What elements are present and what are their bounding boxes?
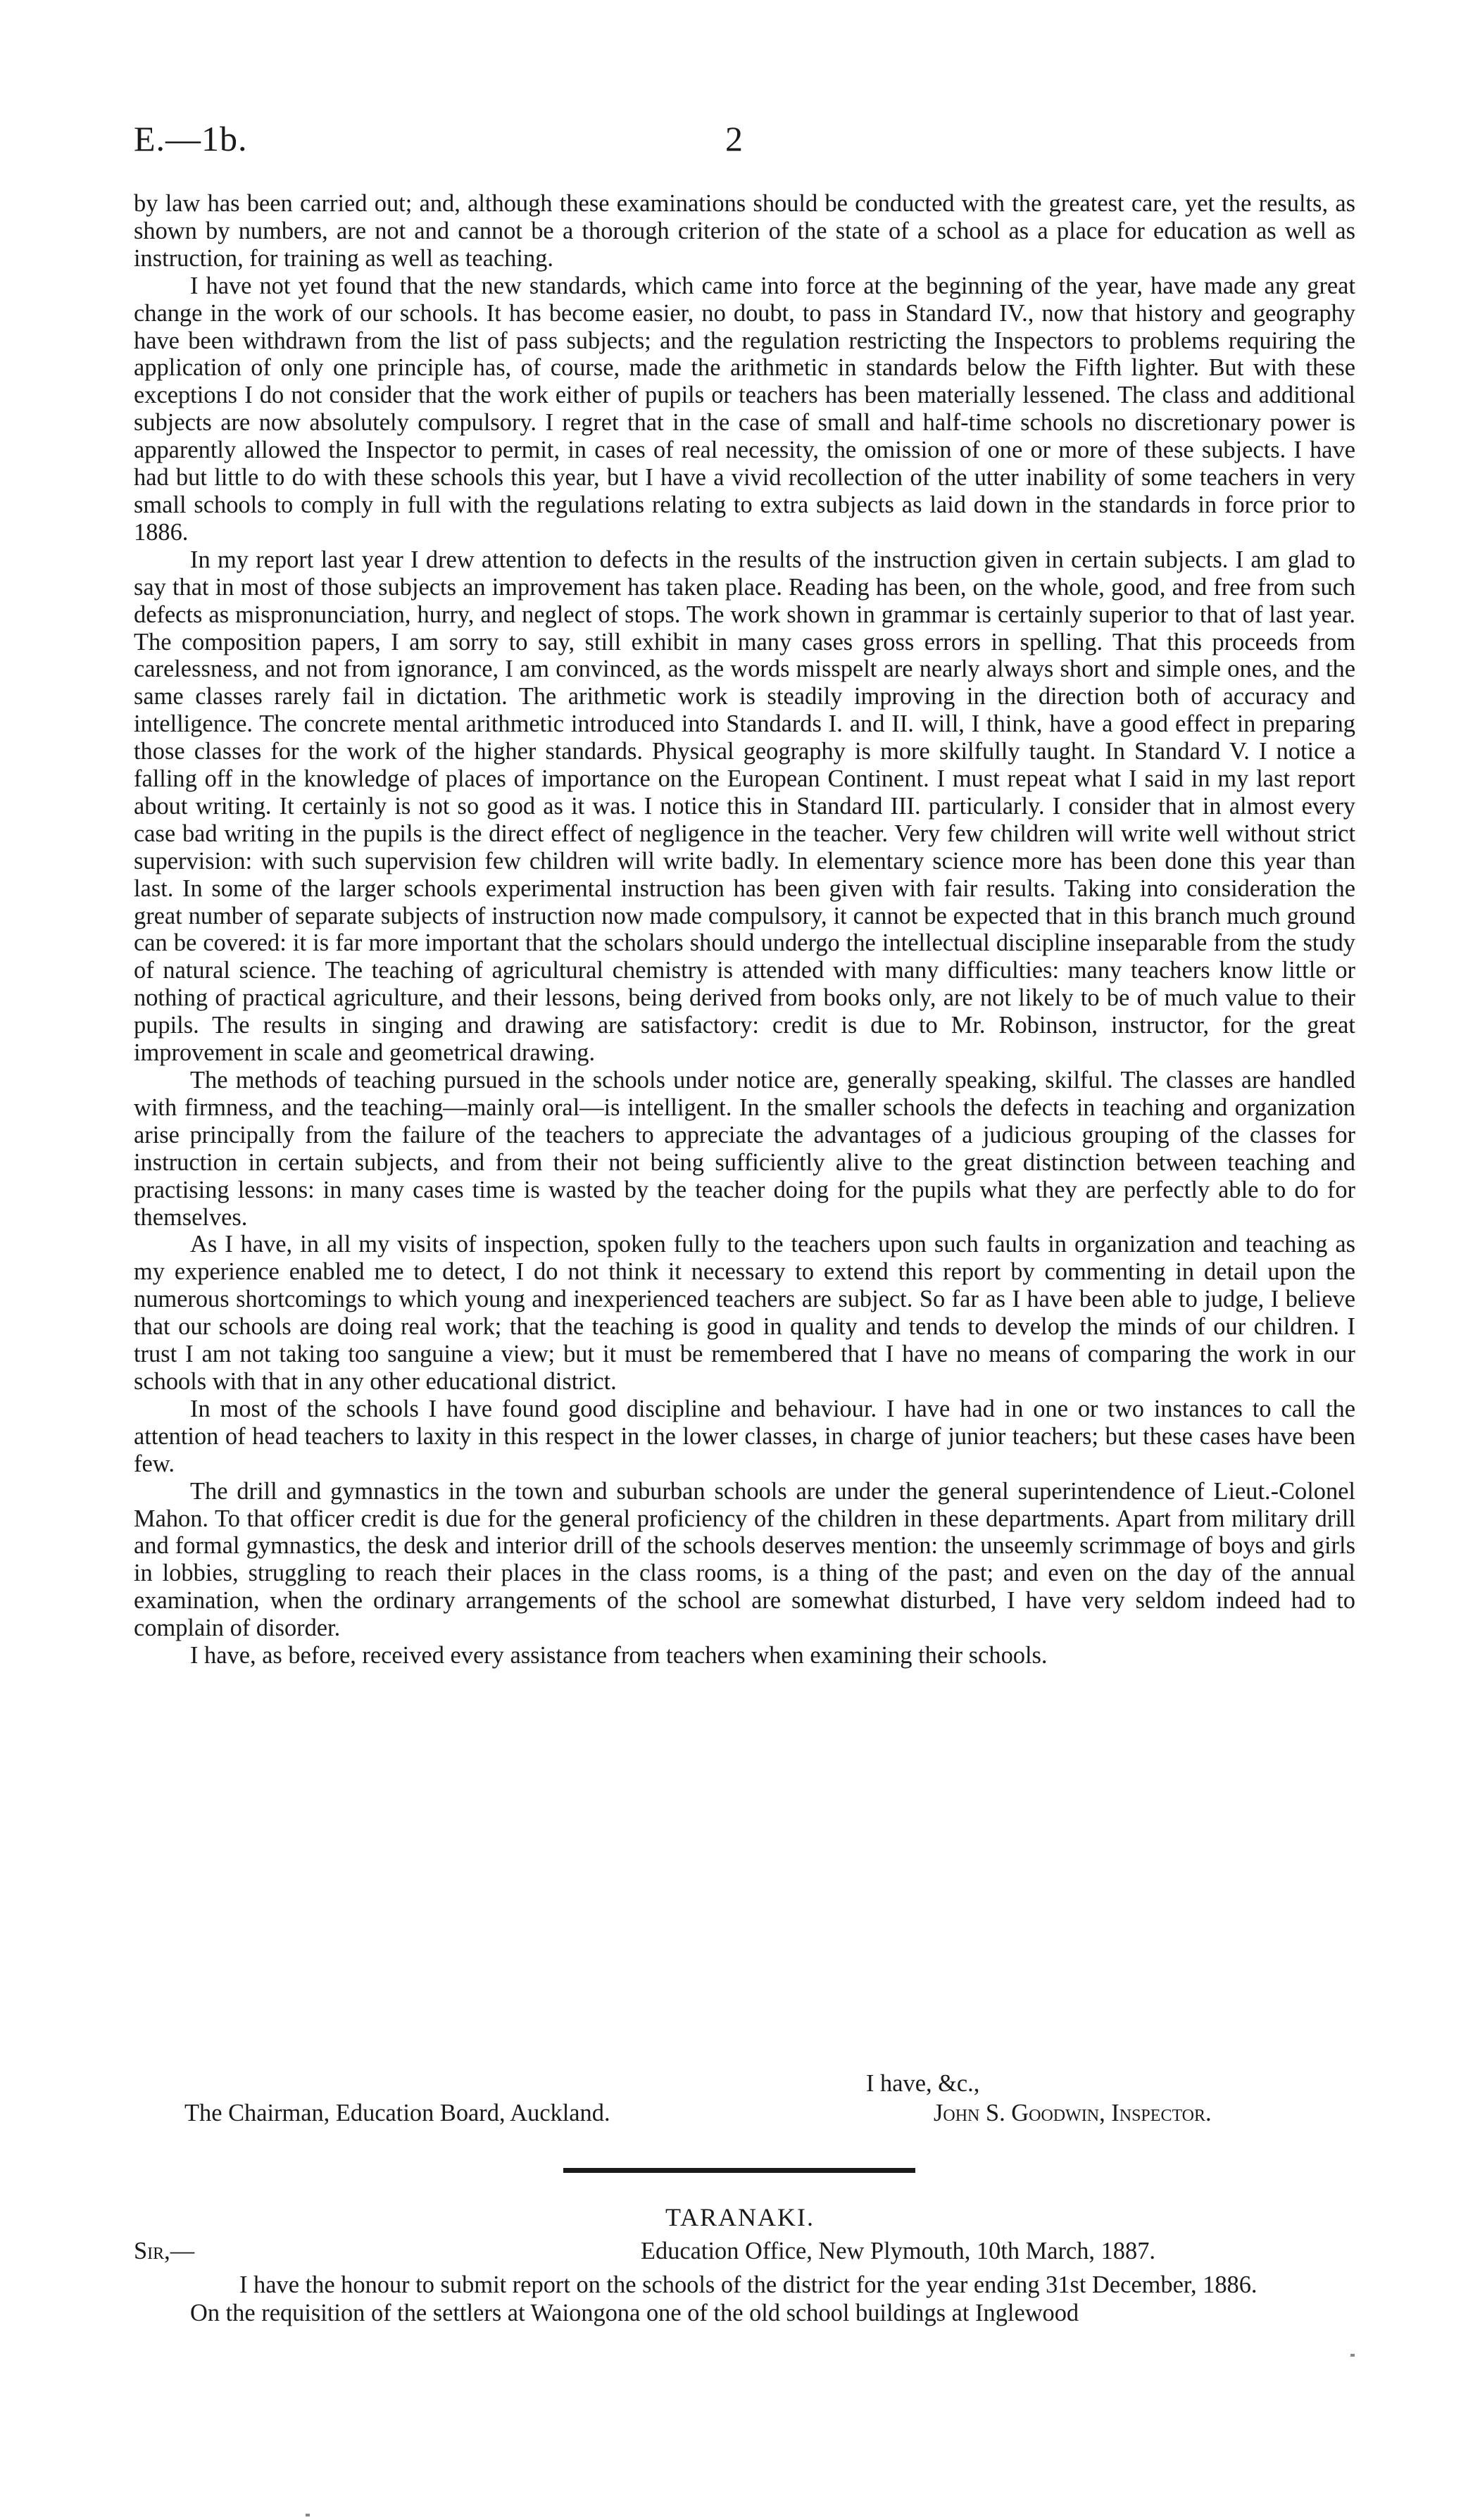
- paragraph: The methods of teaching pursued in the schools under notice are, generally speaking, skilful. The classes are handled with firmness, and the teaching—mainly oral—is intelligent. In the smaller schools the defects in teaching and organization arise principally from the failure of the teachers to appreciate the advantages of a judicious grouping of the classes for instruction in certain subjects, and from their not being sufficiently alive to the great distinction between teaching and practising lessons: in many cases time is wasted by the teacher doing for the pupils what they are perfectly able to do for themselves.: [134, 1067, 1355, 1231]
- paragraph: In my report last year I drew attention to defects in the results of the instruction given in certain subjects. I am glad to say that in most of those subjects an improvement has taken place. Reading has been, on the whole, good, and free from such defects as mispronunciation, hurry, and neglect of stops. The work shown in grammar is certainly superior to that of last year. The composition papers, I am sorry to say, still exhibit in many cases gross errors in spelling. That this proceeds from carelessness, and not from ignorance, I am convinced, as the words misspelt are nearly always short and simple ones, and the same classes rarely fail in dictation. The arithmetic work is steadily improving in the direction both of accuracy and intelligence. The concrete mental arithmetic introduced into Standards I. and II. will, I think, have a good effect in preparing those classes for the work of the higher standards. Physical geography is more skilfully taught. In Standard V. I notice a falling off in the knowledge of places of importance on the European Continent. I must repeat what I said in my last report about writing. It certainly is not so good as it was. I notice this in Standard III. particularly. I consider that in almost every case bad writing in the pupils is the direct effect of negligence in the teacher. Very few children will write well without strict supervision: with such supervision few children will write badly. In elementary science more has been done this year than last. In some of the larger schools experimental instruction has been given with fair results. Taking into consideration the great number of separate subjects of instruction now made compulsory, it cannot be expected that in this branch much ground can be covered: it is far more important that the scholars should undergo the intellectual discipline inseparable from the study of natural science. The teaching of agricultural chemistry is attended with many difficulties: many teachers know little or nothing of practical agriculture, and their lessons, being derived from books only, are not likely to be of much value to their pupils. The results in singing and drawing are satisfactory: credit is due to Mr. Robinson, instructor, for the great improvement in scale and geometrical drawing.: [134, 546, 1355, 1067]
- paragraph: I have not yet found that the new standards, which came into force at the beginning of the year, have made any great change in the work of our schools. It has become easier, no doubt, to pass in Standard IV., now that history and geography have been withdrawn from the list of pass subjects; and the regulation restricting the Inspectors to problems requiring the application of only one principle has, of course, made the arithmetic in standards below the Fifth lighter. But with these exceptions I do not consider that the work either of pupils or teachers has been materially lessened. The class and additional subjects are now absolutely compulsory. I regret that in the case of small and half-time schools no discretionary power is apparently allowed the Inspector to permit, in cases of real necessity, the omission of one or more of these subjects. I have had but little to do with these schools this year, but I have a vivid recollection of the utter inability of some teachers in very small schools to comply in full with the regulations relating to extra subjects as laid down in the standards in force prior to 1886.: [134, 272, 1355, 546]
- section-title: TARANAKI.: [665, 2203, 815, 2231]
- signature: John S. Goodwin, Inspector.: [934, 2100, 1212, 2126]
- paragraph: On the requisition of the settlers at Waiongona one of the old school buildings at Inglewood: [190, 2300, 1079, 2326]
- report-body: [134, 190, 1355, 1669]
- salutation: Sir,—: [134, 2238, 195, 2264]
- paragraph: In most of the schools I have found good discipline and behaviour. I have had in one or two instances to call the attention of head teachers to laxity in this respect in the lower classes, in charge of junior teachers; but these cases have been few.: [134, 1395, 1355, 1477]
- paragraph: The drill and gymnastics in the town and suburban schools are under the general superintendence of Lieut.-Colonel Mahon. To that officer credit is due for the general proficiency of the children in these departments. Apart from military drill and formal gymnastics, the desk and interior drill of the schools deserves mention: the unseemly scrimmage of boys and girls in lobbies, struggling to reach their places in the class rooms, is a thing of the past; and even on the day of the annual examination, when the ordinary arrangements of the school are somewhat disturbed, I have very seldom indeed had to complain of disorder.: [134, 1477, 1355, 1642]
- page-number: 2: [725, 119, 743, 158]
- paragraph: by law has been carried out; and, although these examinations should be conducted with the greatest care, yet the results, as shown by numbers, are not and cannot be a thorough criterion of the state of a school as a place for education as well as instruction, for training as well as teaching.: [134, 190, 1355, 272]
- taranaki-report-body: [134, 2271, 1355, 2327]
- addressee: The Chairman, Education Board, Auckland.: [184, 2100, 610, 2126]
- document-reference: E.—1b.: [134, 119, 248, 158]
- dateline: Education Office, New Plymouth, 10th March, 1887.: [641, 2238, 1155, 2264]
- section-divider: [563, 2168, 915, 2173]
- paragraph: I have, as before, received every assistance from teachers when examining their schools.: [190, 1642, 1048, 1669]
- print-speck: [306, 2514, 310, 2516]
- paragraph: I have the honour to submit report on the schools of the district for the year ending 31st December, 1886.: [239, 2271, 1258, 2298]
- print-speck: [1350, 2354, 1355, 2357]
- closing-line: I have, &c.,: [866, 2070, 980, 2097]
- paragraph: As I have, in all my visits of inspection, spoken fully to the teachers upon such faults in organization and teaching as my experience enabled me to detect, I do not think it necessary to extend this report by commenting in detail upon the numerous shortcomings to which young and inexperienced teachers are subject. So far as I have been able to judge, I believe that our schools are doing real work; that the teaching is good in quality and tends to develop the minds of our children. I trust I am not taking too sanguine a view; but it must be remembered that I have no means of comparing the work in our schools with that in any other educational district.: [134, 1231, 1355, 1395]
